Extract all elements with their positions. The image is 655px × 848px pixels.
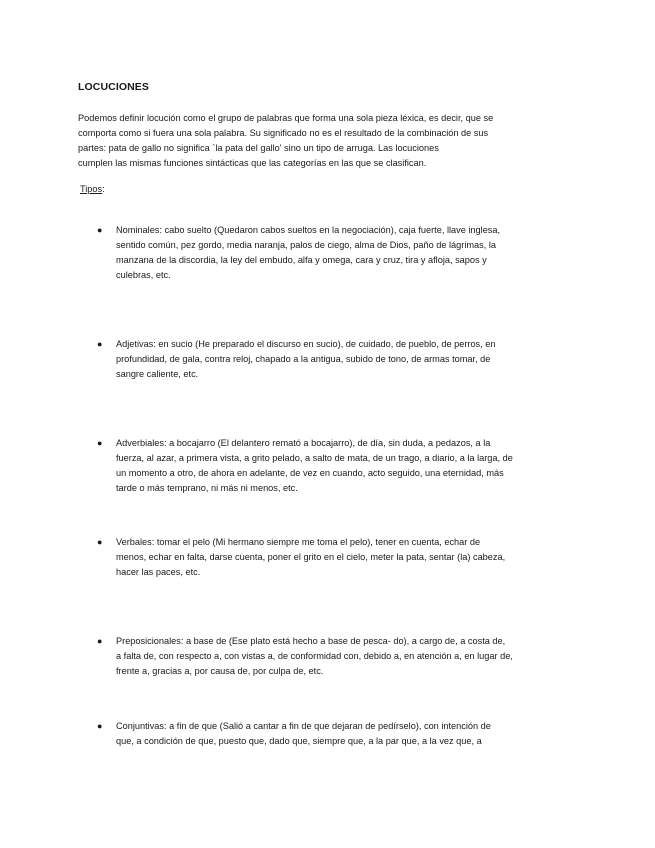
- bullet-icon: ●: [97, 438, 103, 448]
- list-item-line: profundidad, de gala, contra reloj, chapado a la antigua, subido de tono, de armas tomar, de: [116, 354, 491, 364]
- list-item-line: Adverbiales: a bocajarro (El delantero remató a bocajarro), de día, sin duda, a pedazos, a la: [116, 438, 491, 448]
- list-item-line: Preposicionales: a base de (Ese plato está hecho a base de pesca- do), a cargo de, a costa de,: [116, 636, 506, 646]
- list-item-text: [116, 436, 582, 496]
- tipos-label: Tipos: [80, 184, 103, 194]
- tipos-heading: [80, 182, 105, 197]
- list-item-line: tarde o más temprano, ni más ni menos, etc.: [116, 483, 298, 493]
- list-item-text: [116, 535, 582, 580]
- list-item-line: manzana de la discordia, la ley del embudo, alfa y omega, cara y cruz, tira y afloja, sapos y: [116, 255, 487, 265]
- list-item-text: [116, 719, 582, 749]
- list-item-line: menos, echar en falta, darse cuenta, poner el grito en el cielo, meter la pata, sentar (la) cabeza,: [116, 552, 506, 562]
- list-item-line: Verbales: tomar el pelo (Mi hermano siempre me toma el pelo), tener en cuenta, echar de: [116, 537, 481, 547]
- list-item-line: Nominales: cabo suelto (Quedaron cabos sueltos en la negociación), caja fuerte, llave inglesa,: [116, 225, 501, 235]
- tipos-colon: :: [102, 184, 105, 194]
- list-item-line: fuerza, al azar, a primera vista, a grito pelado, a salto de mata, de un trago, a diario, a la larga, de: [116, 453, 513, 463]
- intro-line: partes: pata de gallo no significa `la pata del gallo' sino un tipo de arruga. Las locuciones: [78, 143, 439, 153]
- list-item-line: hacer las paces, etc.: [116, 567, 201, 577]
- list-item-line: Adjetivas: en sucio (He preparado el discurso en sucio), de cuidado, de pueblo, de perros, en: [116, 339, 496, 349]
- list-item-line: culebras, etc.: [116, 270, 171, 280]
- list-item-line: que, a condición de que, puesto que, dado que, siempre que, a la par que, a la vez que, a: [116, 736, 482, 746]
- list-item-line: un momento a otro, de ahora en adelante, de vez en cuando, acto seguido, una eternidad, más: [116, 468, 504, 478]
- document-title: LOCUCIONES: [78, 81, 150, 93]
- bullet-icon: ●: [97, 339, 103, 349]
- list-item-line: frente a, gracias a, por causa de, por culpa de, etc.: [116, 666, 324, 676]
- list-item-line: Conjuntivas: a fin de que (Salió a cantar a fin de que dejaran de pedírselo), con intención de: [116, 721, 491, 731]
- intro-line: cumplen las mismas funciones sintácticas que las categorías en las que se clasifican.: [78, 158, 427, 168]
- bullet-icon: ●: [97, 537, 103, 547]
- bullet-icon: ●: [97, 721, 103, 731]
- list-item-line: a falta de, con respecto a, con vistas a, de conformidad con, debido a, en atención a, en lugar de,: [116, 651, 513, 661]
- intro-line: comporta como si fuera una sola palabra. Su significado no es el resultado de la combinación de sus: [78, 128, 489, 138]
- list-item-text: [116, 223, 582, 283]
- list-item-line: sangre caliente, etc.: [116, 369, 199, 379]
- intro-line: Podemos definir locución como el grupo de palabras que forma una sola pieza léxica, es decir, que se: [78, 113, 494, 123]
- intro-paragraph: [78, 111, 578, 171]
- list-item-text: [116, 634, 582, 679]
- bullet-icon: ●: [97, 225, 103, 235]
- bullet-icon: ●: [97, 636, 103, 646]
- list-item-text: [116, 337, 582, 382]
- list-item-line: sentido común, pez gordo, media naranja, palos de ciego, alma de Dios, paño de lágrimas, la: [116, 240, 496, 250]
